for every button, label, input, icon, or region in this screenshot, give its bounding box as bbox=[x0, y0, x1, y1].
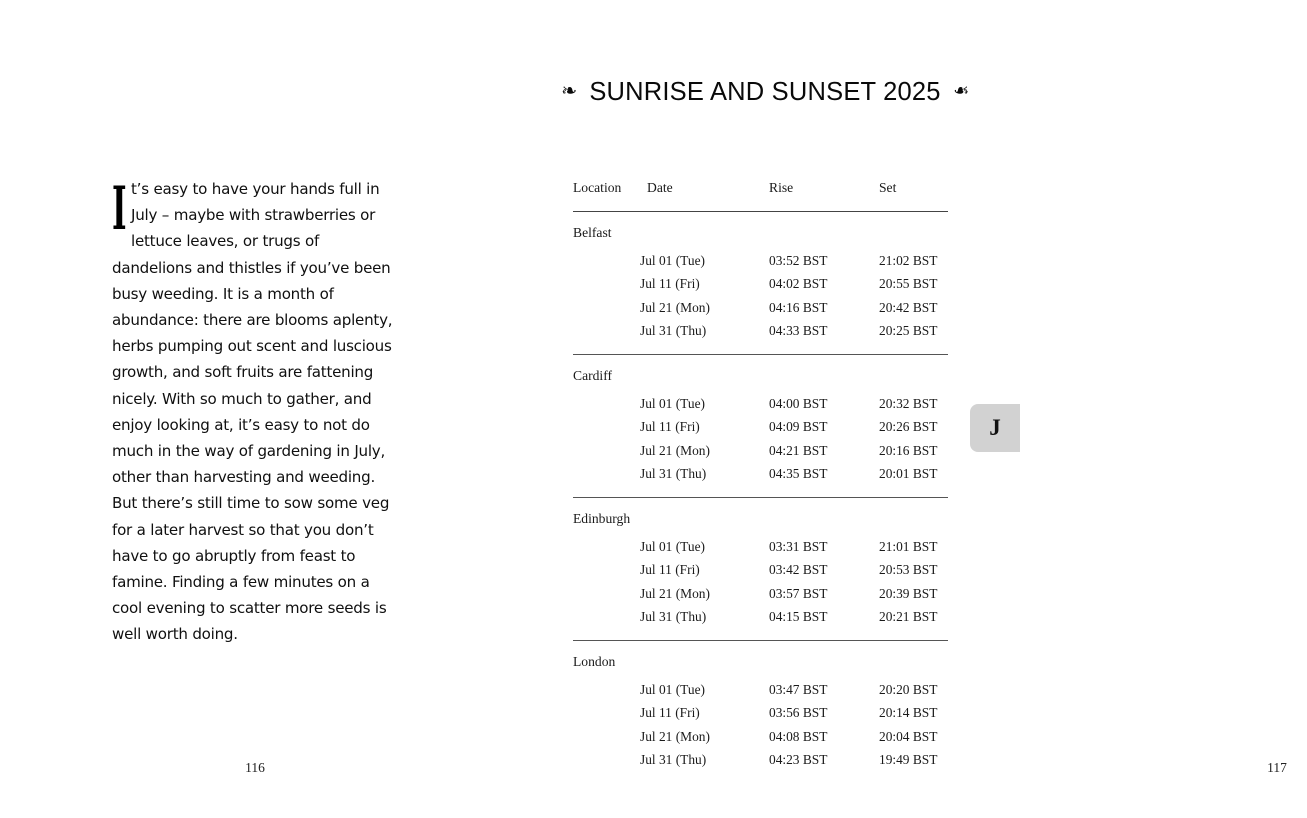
set-cell: 20:14 BST bbox=[879, 705, 938, 721]
rise-cell: 04:15 BST bbox=[769, 609, 828, 625]
date-cell: Jul 11 (Fri) bbox=[640, 562, 700, 578]
date-cell: Jul 01 (Tue) bbox=[640, 252, 705, 268]
set-cell: 20:39 BST bbox=[879, 585, 938, 601]
set-cell: 20:53 BST bbox=[879, 562, 938, 578]
date-cell bbox=[640, 497, 769, 536]
article-body-text: t’s easy to have your hands full in July – maybe with strawberries or lettuce leaves, or trugs of dandelions and thistles if you’ve been busy weeding. It is a month of abundance: there are blooms aplenty, herbs pumping out scent and luscious growth, and soft fruits are fattening nicely. With so much to gather, and enjoy looking at, it’s easy to not do much in the way of gardening in July, other than harvesting and weeding. But there’s still time to sow some veg for a later harvest so that you don’t have to go abruptly from feast to famine. Finding a few minutes on a cool evening to scatter more seeds is well worth doing. bbox=[112, 180, 393, 644]
table-row bbox=[573, 354, 948, 393]
page-number-left: 116 bbox=[245, 760, 265, 775]
set-cell: 19:49 BST bbox=[879, 752, 938, 768]
table-row bbox=[573, 584, 948, 608]
date-cell bbox=[640, 640, 769, 679]
rise-cell: 03:57 BST bbox=[769, 585, 828, 601]
table-row bbox=[573, 560, 948, 584]
location-spacer bbox=[573, 417, 640, 441]
date-cell: Jul 31 (Thu) bbox=[640, 752, 707, 768]
location-spacer bbox=[573, 441, 640, 465]
rise-cell: 04:35 BST bbox=[769, 466, 828, 482]
page-title-text: SUNRISE AND SUNSET 2025 bbox=[589, 78, 941, 106]
location-group-cardiff bbox=[573, 354, 948, 497]
location-spacer bbox=[573, 298, 640, 322]
column-header-location: Location bbox=[573, 180, 622, 195]
set-cell bbox=[879, 354, 948, 393]
column-header-rise: Rise bbox=[769, 180, 794, 195]
location-spacer bbox=[573, 607, 640, 640]
set-cell: 21:01 BST bbox=[879, 538, 938, 554]
rise-cell bbox=[769, 354, 879, 393]
table-row bbox=[573, 464, 948, 497]
table-row bbox=[573, 298, 948, 322]
sunrise-sunset-table bbox=[573, 180, 948, 783]
table-row bbox=[573, 727, 948, 751]
location-name: Cardiff bbox=[573, 367, 613, 383]
set-cell bbox=[879, 497, 948, 536]
rise-cell: 04:08 BST bbox=[769, 728, 828, 744]
location-spacer bbox=[573, 703, 640, 727]
rise-cell: 04:23 BST bbox=[769, 752, 828, 768]
rise-cell bbox=[769, 497, 879, 536]
location-spacer bbox=[573, 680, 640, 704]
left-page bbox=[0, 0, 510, 818]
set-cell: 20:04 BST bbox=[879, 728, 938, 744]
location-group-london bbox=[573, 640, 948, 782]
page-number-right: 117 bbox=[1267, 760, 1287, 775]
location-spacer bbox=[573, 727, 640, 751]
date-cell: Jul 21 (Mon) bbox=[640, 442, 710, 458]
leaf-ornament-icon: ❧ bbox=[952, 80, 969, 102]
location-spacer bbox=[573, 251, 640, 275]
set-cell: 20:32 BST bbox=[879, 395, 938, 411]
table-row bbox=[573, 703, 948, 727]
table-row bbox=[573, 417, 948, 441]
set-cell: 21:02 BST bbox=[879, 252, 938, 268]
location-name: Edinburgh bbox=[573, 510, 631, 526]
location-group-belfast bbox=[573, 212, 948, 355]
location-spacer bbox=[573, 394, 640, 418]
table-row bbox=[573, 750, 948, 783]
location-spacer bbox=[573, 464, 640, 497]
rise-cell: 03:31 BST bbox=[769, 538, 828, 554]
leaf-ornament-icon: ❧ bbox=[561, 80, 578, 102]
table-row bbox=[573, 680, 948, 704]
rise-cell: 03:56 BST bbox=[769, 705, 828, 721]
drop-cap: I bbox=[112, 174, 127, 244]
location-spacer bbox=[573, 750, 640, 783]
location-name: London bbox=[573, 653, 616, 669]
month-tab-label: J bbox=[989, 415, 1001, 440]
date-cell: Jul 11 (Fri) bbox=[640, 276, 700, 292]
table-row bbox=[573, 251, 948, 275]
rise-cell: 04:21 BST bbox=[769, 442, 828, 458]
month-tab-j[interactable] bbox=[970, 404, 1020, 452]
date-cell: Jul 31 (Thu) bbox=[640, 323, 707, 339]
location-spacer bbox=[573, 321, 640, 354]
table-row bbox=[573, 441, 948, 465]
location-spacer bbox=[573, 560, 640, 584]
rise-cell: 03:42 BST bbox=[769, 562, 828, 578]
rise-cell bbox=[769, 640, 879, 679]
date-cell: Jul 31 (Thu) bbox=[640, 609, 707, 625]
table-row bbox=[573, 497, 948, 536]
table-header bbox=[573, 180, 948, 212]
rise-cell: 03:52 BST bbox=[769, 252, 828, 268]
location-name: Belfast bbox=[573, 225, 612, 240]
date-cell: Jul 21 (Mon) bbox=[640, 299, 710, 315]
set-cell bbox=[879, 640, 948, 679]
table-row bbox=[573, 274, 948, 298]
set-cell bbox=[879, 212, 948, 251]
table-row bbox=[573, 321, 948, 354]
set-cell: 20:16 BST bbox=[879, 442, 938, 458]
rise-cell: 04:09 BST bbox=[769, 419, 828, 435]
set-cell: 20:26 BST bbox=[879, 419, 938, 435]
rise-cell: 03:47 BST bbox=[769, 681, 828, 697]
rise-cell: 04:02 BST bbox=[769, 276, 828, 292]
date-cell: Jul 01 (Tue) bbox=[640, 538, 705, 554]
date-cell: Jul 21 (Mon) bbox=[640, 728, 710, 744]
rise-cell: 04:00 BST bbox=[769, 395, 828, 411]
date-cell: Jul 01 (Tue) bbox=[640, 395, 705, 411]
date-cell: Jul 21 (Mon) bbox=[640, 585, 710, 601]
location-spacer bbox=[573, 584, 640, 608]
set-cell: 20:25 BST bbox=[879, 323, 938, 339]
set-cell: 20:42 BST bbox=[879, 299, 938, 315]
date-cell: Jul 11 (Fri) bbox=[640, 705, 700, 721]
rise-cell bbox=[769, 212, 879, 251]
date-cell: Jul 11 (Fri) bbox=[640, 419, 700, 435]
location-spacer bbox=[573, 274, 640, 298]
table-header-row bbox=[573, 180, 948, 212]
table-row bbox=[573, 537, 948, 561]
date-cell: Jul 31 (Thu) bbox=[640, 466, 707, 482]
page-title bbox=[510, 78, 1020, 107]
date-cell bbox=[640, 354, 769, 393]
table-row bbox=[573, 212, 948, 251]
article-column bbox=[112, 176, 400, 648]
location-group-edinburgh bbox=[573, 497, 948, 640]
column-header-set: Set bbox=[879, 180, 897, 195]
set-cell: 20:21 BST bbox=[879, 609, 938, 625]
set-cell: 20:01 BST bbox=[879, 466, 938, 482]
date-cell: Jul 01 (Tue) bbox=[640, 681, 705, 697]
date-cell bbox=[640, 212, 769, 251]
table-row bbox=[573, 607, 948, 640]
right-page bbox=[510, 0, 1287, 818]
location-spacer bbox=[573, 537, 640, 561]
set-cell: 20:20 BST bbox=[879, 681, 938, 697]
article-paragraph bbox=[112, 176, 400, 648]
rise-cell: 04:16 BST bbox=[769, 299, 828, 315]
set-cell: 20:55 BST bbox=[879, 276, 938, 292]
table-row bbox=[573, 394, 948, 418]
rise-cell: 04:33 BST bbox=[769, 323, 828, 339]
table-row bbox=[573, 640, 948, 679]
column-header-date: Date bbox=[647, 180, 673, 195]
